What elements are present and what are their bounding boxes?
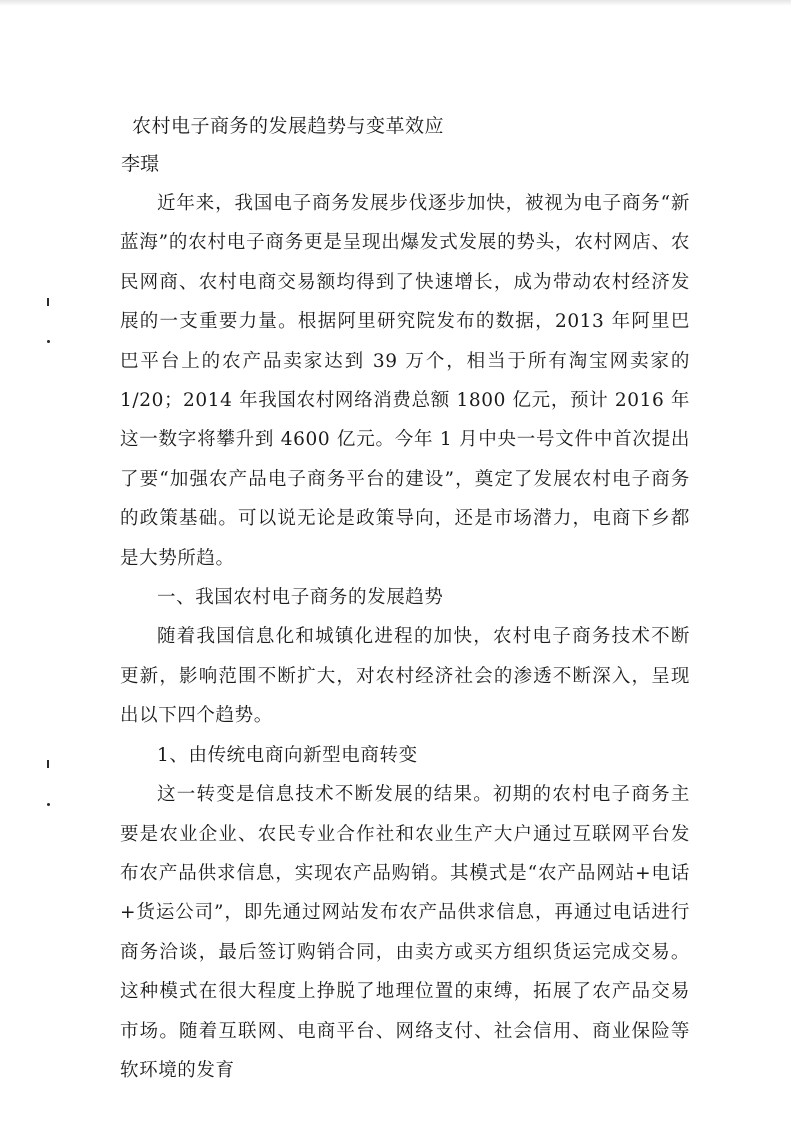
scan-mark — [47, 298, 49, 306]
document-body — [120, 184, 690, 1090]
paragraph-trends-intro: 随着我国信息化和城镇化进程的加快，农村电子商务技术不断更新，影响范围不断扩大，对农村经济社会的渗透不断深入，呈现出以下四个趋势。 — [120, 626, 690, 727]
subsection-heading-1: 1、由传统电商向新型电商转变 — [157, 744, 418, 766]
scan-mark — [47, 760, 49, 768]
document-title: 农村电子商务的发展趋势与变革效应 — [132, 115, 445, 137]
paragraph-transition: 这一转变是信息技术不断发展的结果。初期的农村电子商务主要是农业企业、农民专业合作社和农业生产大户通过互联网平台发布农产品供求信息，实现农产品购销。其模式是“农产品网站+电话+货运公司”，即先通过网站发布农产品供求信息，再通过电话进行商务洽谈，最后签订购销合同，由卖方或买方组织货运完成交易。这种模式在很大程度上挣脱了地理位置的束缚，拓展了农产品交易市场。随着互联网、电商平台、网络支付、社会信用、商业保险等软环境的发育 — [120, 784, 690, 1081]
scan-mark — [47, 340, 50, 343]
scan-mark — [47, 803, 50, 806]
document-author: 李璟 — [121, 153, 160, 175]
section-heading-1: 一、我国农村电子商务的发展趋势 — [157, 587, 444, 609]
paragraph-intro: 近年来，我国电子商务发展步伐逐步加快，被视为电子商务“新蓝海”的农村电子商务更是呈现出爆发式发展的势头，农村网店、农民网商、农村电商交易额均得到了快速增长，成为带动农村经济发展的一支重要力量。根据阿里研究院发布的数据，2013 年阿里巴巴平台上的农产品卖家达到 39 万个，相当于所有淘宝网卖家的 1/20；2014 年我国农村网络消费总额 1800 亿元，预计 2016 年这一数字将攀升到 4600 亿元。今年 1 月中央一号文件中首次提出了要“加强农产品电子商务平台的建设”，奠定了发展农村电子商务的政策基础。可以说无论是政策导向，还是市场潜力，电商下乡都是大势所趋。 — [120, 193, 690, 569]
scan-edge-shadow — [0, 0, 791, 6]
